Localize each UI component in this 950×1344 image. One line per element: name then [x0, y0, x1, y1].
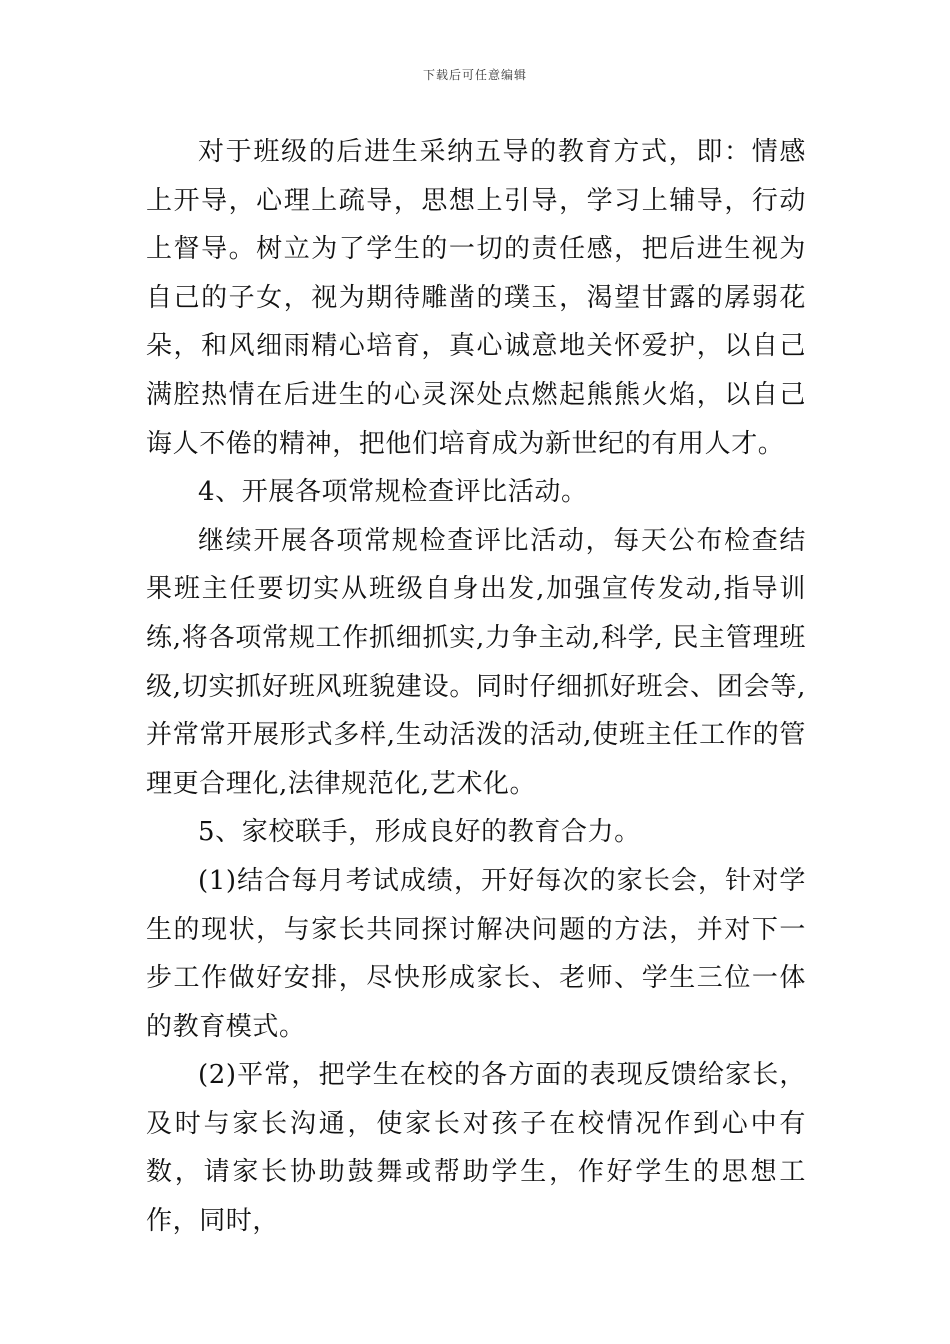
document-body [146, 128, 806, 1246]
heading-section-4: 4、开展各项常规检查评比活动。 [198, 477, 588, 508]
paragraph-routine-inspection: 继续开展各项常规检查评比活动，每天公布检查结果班主任要切实从班级自身出发,加强宣传发动,指导训练,将各项常规工作抓细抓实,力争主动,科学, 民主管理班级,切实抓好班风班貌建设。同时仔细抓好班会、团会等,并常常开展形式多样,生动活泼的活动,使班主任工作的管理更合理化,法律规范化,艺术化。 [146, 525, 806, 799]
heading-section-5: 5、家校联手，形成良好的教育合力。 [198, 817, 641, 848]
paragraph-item-2: (2)平常，把学生在校的各方面的表现反馈给家长，及时与家长沟通，使家长对孩子在校情况作到心中有数，请家长协助鼓舞或帮助学生，作好学生的思想工作，同时， [146, 1060, 806, 1237]
page-header: 下载后可任意编辑 [422, 68, 527, 82]
paragraph-item-1: (1)结合每月考试成绩，开好每次的家长会，针对学生的现状，与家长共同探讨解决问题的方法，并对下一步工作做好安排，尽快形成家长、老师、学生三位一体的教育模式。 [146, 865, 806, 1042]
paragraph-remedial-guidance: 对于班级的后进生采纳五导的教育方式，即：情感上开导，心理上疏导，思想上引导，学习上辅导，行动上督导。树立为了学生的一切的责任感，把后进生视为自己的子女，视为期待雕凿的璞玉，渴望甘露的孱弱花朵，和风细雨精心培育，真心诚意地关怀爱护，以自己满腔热情在后进生的心灵深处点燃起熊熊火焰，以自己诲人不倦的精神，把他们培育成为新世纪的有用人才。 [146, 137, 806, 459]
